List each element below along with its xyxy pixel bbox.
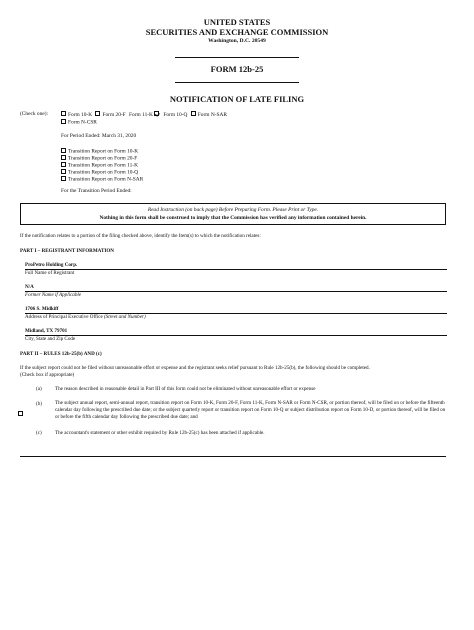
checkbox-icon (95, 111, 100, 116)
address-caption: Address of Principal Executive Office (Street and Number) (25, 314, 146, 320)
header-line-2: SECURITIES AND EXCHANGE COMMISSION (145, 27, 329, 37)
header-line-3: Washington, D.C. 20549 (208, 38, 266, 44)
item-c-text: The accountant's statement or other exhibit required by Rule 12b-25(c) has been attached if applicable. (55, 430, 265, 436)
header-line-1: UNITED STATES (203, 17, 271, 27)
check-one-label: (Check one): (20, 111, 48, 117)
checkbox-icon (18, 411, 23, 416)
instruction-line-2: Nothing in this form shall be construed to imply that the Commission has verified any information contained herein. (99, 215, 367, 221)
option-form-11k[interactable]: Form 11-K (129, 112, 161, 118)
transition-report-20f[interactable]: Transition Report on Form 20-F (61, 155, 137, 162)
title-rule (175, 82, 299, 83)
instruction-box (20, 203, 446, 225)
option-form-20f[interactable]: Form 20-F (95, 112, 125, 118)
registrant-name-rule (25, 269, 447, 270)
checkbox-icon (61, 119, 66, 124)
former-name-caption: Former Name if Applicable (25, 292, 82, 298)
option-form-nsar[interactable]: Form N-SAR (191, 112, 227, 118)
checked-checkbox-icon (154, 111, 159, 116)
item-b-checkbox[interactable] (18, 402, 25, 420)
item-a-label: (a) (36, 386, 42, 392)
instruction-line-1: Read Instruction (on back page) Before Preparing Form. Please Print or Type. (147, 207, 319, 213)
check-one-row-1 (61, 111, 227, 118)
checkbox-icon (61, 155, 66, 160)
header-rule (175, 57, 299, 58)
option-form-10q[interactable]: Form 10-Q (163, 111, 188, 118)
option-form-10k[interactable]: Form 10-K (61, 112, 92, 118)
transition-report-11k[interactable]: Transition Report on Form 11-K (61, 162, 138, 169)
option-form-ncsr[interactable]: Form N-CSR (61, 119, 97, 126)
period-ended: For Period Ended: March 31, 2020 (61, 133, 137, 139)
checkbox-icon (61, 111, 66, 116)
transition-report-nsar[interactable]: Transition Report on Form N-SAR (61, 176, 143, 183)
former-name-value: N/A (25, 284, 34, 290)
registrant-name-caption: Full Name of Registrant (25, 270, 75, 276)
checkbox-icon (61, 169, 66, 174)
part2-heading: PART II – RULES 12b-25(b) AND (c) (20, 351, 102, 357)
part2-intro-line-1: If the subject report could not be filed without unreasonable effort or expense and the registrant seeks relief pursuant to Rule 12b-25(b), the following should be completed. (20, 365, 370, 371)
city-state-zip-value: Midland, TX 79701 (25, 328, 68, 334)
part1-heading: PART I – REGISTRANT INFORMATION (20, 248, 114, 254)
notification-relates: If the notification relates to a portion of the filing checked above, identify the Item(s) to which the notification relates: (20, 233, 261, 239)
form-title: FORM 12b-25 (210, 64, 264, 74)
registrant-name-value: ProPetro Holding Corp. (25, 262, 78, 268)
checkbox-icon (61, 176, 66, 181)
notification-title: NOTIFICATION OF LATE FILING (169, 94, 305, 104)
item-b-text: The subject annual report, semi-annual report, transition report on Form 10-K, Form 20-F, Form 11-K, Form N-SAR or Form N-CSR, or portion thereof, will be filed on or before the fifteenth calendar day following the prescribed due date; or the subject quarterly report or transition report on Form 10-Q or subject distribution report on Form 10-D, or portion thereof, will be filed on or before the fifth calendar day following the prescribed due date; and (55, 400, 446, 421)
checkbox-icon (61, 162, 66, 167)
item-a-text: The reason described in reasonable detail in Part III of this form could not be eliminated without unreasonable effort or expense (55, 386, 316, 392)
address-caption-suffix: (Street and Number) (103, 314, 146, 320)
city-state-zip-caption: City, State and Zip Code (25, 336, 76, 342)
city-state-zip-rule (25, 335, 447, 336)
transition-period-label: For the Transition Period Ended: (61, 188, 132, 194)
part2-intro-line-2: (Check box if appropriate) (20, 372, 75, 378)
checkbox-icon (191, 111, 196, 116)
item-b-label: (b) (36, 401, 42, 407)
checkbox-icon (61, 148, 66, 153)
bottom-rule (20, 456, 446, 457)
transition-report-10q[interactable]: Transition Report on Form 10-Q (61, 169, 138, 176)
transition-report-10k[interactable]: Transition Report on Form 10-K (61, 148, 138, 155)
former-name-rule (25, 291, 447, 292)
item-c-label: (c) (36, 430, 42, 436)
address-value: 1706 S. Midkiff (25, 306, 59, 312)
